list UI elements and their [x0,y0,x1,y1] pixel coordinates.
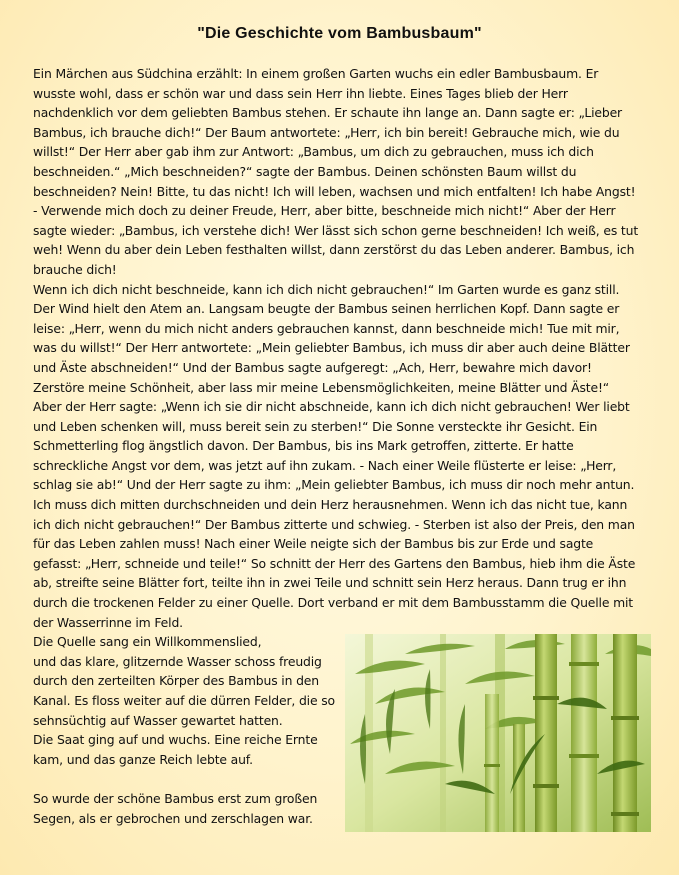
bamboo-image [345,634,651,832]
paragraph: Wenn ich dich nicht beschneide, kann ich dich nicht gebrauchen!“ Im Garten wurde es ganz still. Der Wind hielt den Atem an. Langsam beugte der Bambus seinen herrlichen Kopf. Dann sagte er leise: „Herr, wenn du mich nicht anders gebrauchen kannst, dann beschneide mich! Tue mit mir, was du willst!“ Der Herr antwortete: „Mein geliebter Bambus, ich muss dir aber auch deine Blätter und Äste abschneiden!“ Und der Bambus sagte aufgeregt: „Ach, Herr, bewahre mich davor! Zerstöre meine Schönheit, aber lass mir meine Lebensmöglichkeiten, meine Blätter und Äste!“ Aber der Herr sagte: „Wenn ich sie dir nicht abschneide, kann ich dich nicht gebrauchen! Wer liebt und Leben schenken will, muss bereit sein zu sterben!“ Die Sonne versteckte ihr Gesicht. Ein Schmetterling flog ängstlich davon. Der Bambus, bis ins Mark getroffen, zitterte. Er hatte schreckliche Angst vor dem, was jetzt auf ihn zukam. - Nach einer Weile flüsterte er leise: „Herr, schlag sie ab!“ Und der Herr sagte zu ihm: „Mein geliebter Bambus, ich muss dir noch mehr antun. Ich muss dich mitten durchschneiden und dein Herz herausnehmen. Wenn ich das nicht tue, kann ich dich nicht gebrauchen!“ Der Bambus zitterte und schwieg. - Sterben ist also der Preis, den man für das Leben zahlen muss! Nach einer Weile neigte sich der Bambus bis zur Erde und sagte gefasst: „Herr, schneide und teile!“ So schnitt der Herr des Gartens den Bambus, hieb ihm die Äste ab, streifte seine Blätter fort, teilte ihn in zwei Teile und schnitt sein Herz heraus. Dann trug er ihn durch die trockenen Felder zu einer Quelle. Dort verband er mit dem Bambusstamm die Quelle mit der Wasserrinne im Feld. [33,281,636,630]
bamboo-photo [345,634,651,832]
story-text [33,64,641,832]
page-title: "Die Geschichte vom Bambusbaum" [197,25,482,42]
paragraph: Die Quelle sang ein Willkommenslied, [33,634,262,650]
paragraph: und das klare, glitzernde Wasser schoss freudig durch den zerteilten Körper des Bambus in den Kanal. Es floss weiter auf die dürren Felder, die so sehnsüchtig auf Wasser gewartet hatten. [33,653,335,728]
paragraph: So wurde der schöne Bambus erst zum großen Segen, als er gebrochen und zerschlagen war. [33,790,318,826]
paragraph: Die Saat ging auf und wuchs. Eine reiche Ernte kam, und das ganze Reich lebte auf. [33,732,318,767]
paragraph: Ein Märchen aus Südchina erzählt: In einem großen Garten wuchs ein edler Bambusbaum. Er wusste wohl, dass er schön war und dass sein Herr ihn liebte. Eines Tages blieb der Herr nachdenklich vor dem geliebten Bambus stehen. Er schaute ihn lange an. Dann sagte er: „Lieber Bambus, ich brauche dich!“ Der Baum antwortete: „Herr, ich bin bereit! Gebrauche mich, wie du willst!“ Der Herr aber gab ihm zur Antwort: „Bambus, um dich zu gebrauchen, muss ich dich beschneiden.“ „Mich beschneiden?“ sagte der Bambus. Deinen schönsten Baum willst du beschneiden? Nein! Bitte, tu das nicht! Ich will leben, wachsen und mich entfalten! Ich habe Angst! - Verwende mich doch zu deiner Freude, Herr, aber bitte, beschneide mich nicht!“ Aber der Herr sagte wieder: „Bambus, ich verstehe dich! Wer lässt sich schon gerne beschneiden! Ich weiß, es tut weh! Wenn du aber dein Leben festhalten willst, dann zerstörst du das Leben anderer. Bambus, ich brauche dich! [33,66,639,277]
